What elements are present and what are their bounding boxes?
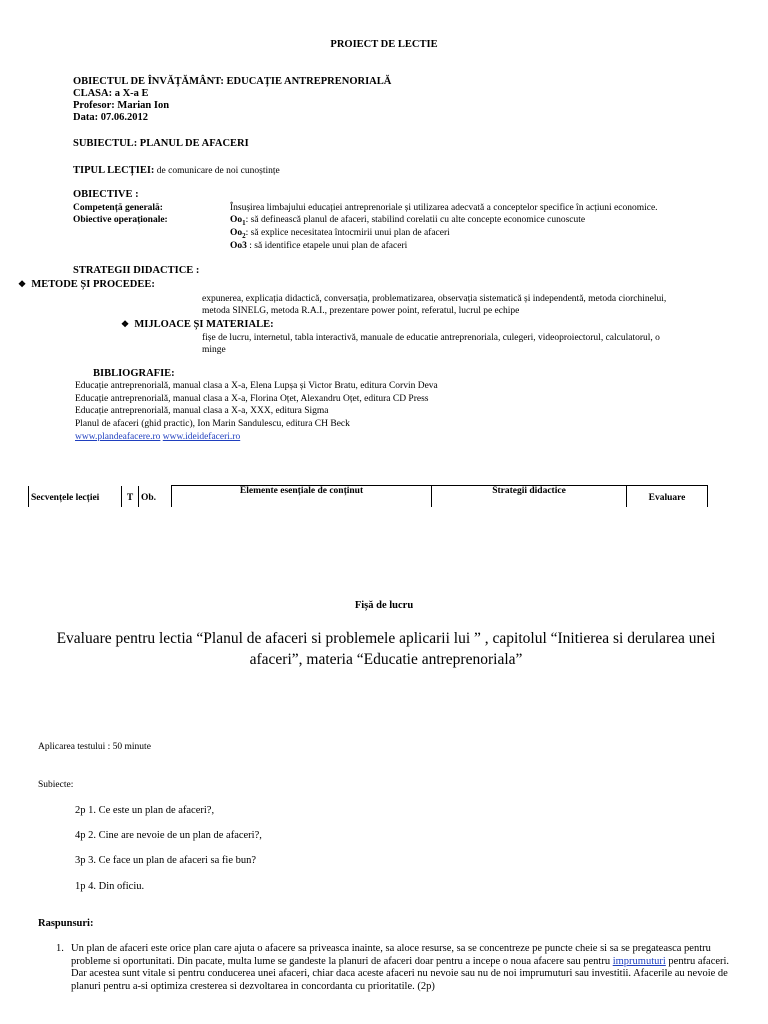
answer-1-text: [71, 943, 743, 993]
lesson-subject: SUBIECTUL: PLANUL DE AFACERI: [73, 138, 249, 149]
objective-2-code: Oo: [230, 228, 243, 238]
lesson-sequence-table: [28, 485, 708, 507]
bibliography-item: Planul de afaceri (ghid practic), Ion Marin Sandulescu, editura CH Beck: [75, 419, 350, 429]
objective-2-text: : să explice necesitatea întocmirii unui plan de afaceri: [245, 228, 450, 238]
lesson-type-label: TIPUL LECȚIEI:: [73, 165, 155, 176]
link-ideidefaceri[interactable]: www.ideidefaceri.ro: [162, 432, 241, 442]
link-imprumuturi[interactable]: imprumuturi: [612, 955, 666, 967]
bibliography-item: Educație antreprenorială, manual clasa a X-a, Florina Oțet, Alexandru Oțet, editura CD Press: [75, 394, 429, 404]
objective-1-sub: 1: [242, 218, 246, 227]
date-line: Data: 07.06.2012: [73, 112, 148, 123]
general-competence-value: Însușirea limbajului educației antreprenoriale și utilizarea adecvată a conceptelor specifice în acțiuni economice.: [230, 203, 658, 213]
subject-line: OBIECTUL DE ÎNVĂȚĂMÂNT: EDUCAȚIE ANTREPRENORIALĂ: [73, 76, 392, 87]
link-plandeafacere[interactable]: www.plandeafacere.ro: [75, 432, 161, 442]
page-title: PROIECT DE LECTIE: [330, 39, 438, 50]
question-1: 2p 1. Ce este un plan de afaceri?,: [75, 805, 215, 816]
materials-line-2: minge: [202, 345, 226, 355]
question-4: 1p 4. Din oficiu.: [75, 881, 145, 892]
diamond-bullet-icon: ❖: [121, 319, 130, 329]
objective-3: [230, 240, 407, 252]
methods-line-2: metoda SINELG, metoda R.A.I., prezentare power point, referatul, lucrul pe echipe: [202, 306, 520, 316]
strategies-heading: STRATEGII DIDACTICE :: [73, 265, 200, 276]
answer-1-part-1: Un plan de afaceri este orice plan care ajuta o afacere sa priveasca inainte, sa aloce resurse, sa se concentreze pe puncte cheie si sa se pregateasca pentru probleme si oportunitati. Din pacate, multa lume se gandeste la planuri de afaceri doar pentru a incepe o noua afacere sau pentru: [71, 943, 711, 967]
lesson-type: [73, 165, 280, 177]
column-header-secvente: Secvențele lecției: [29, 486, 122, 508]
answer-number: 1.: [56, 943, 64, 954]
worksheet-title: Fișă de lucru: [354, 600, 414, 611]
diamond-bullet-icon: ❖: [18, 279, 27, 289]
bibliography-heading: BIBLIOGRAFIE:: [93, 368, 175, 379]
question-2: 4p 2. Cine are nevoie de un plan de afaceri?,: [75, 830, 262, 841]
question-3: 3p 3. Ce face un plan de afaceri sa fie bun?: [75, 855, 257, 866]
subjects-heading: Subiecte:: [38, 780, 74, 790]
lesson-type-value: de comunicare de noi cunoștințe: [154, 166, 280, 176]
table-header-row: [29, 486, 708, 508]
materials-row: [121, 318, 274, 331]
bibliography-item: Educație antreprenorială, manual clasa a X-a, Elena Lupșa și Victor Bratu, editura Corvin Deva: [75, 381, 438, 391]
objective-1-text: : să definească planul de afaceri, stabilind corelatii cu alte concepte economice cunoscute: [245, 215, 586, 225]
objectives-heading: OBIECTIVE :: [73, 189, 139, 200]
bibliography-links: [75, 431, 240, 443]
column-header-t: T: [122, 486, 139, 508]
objective-3-text: : să identifice etapele unui plan de afaceri: [246, 241, 408, 251]
column-header-evaluare: Evaluare: [627, 486, 708, 508]
methods-label: METODE ȘI PROCEDEE:: [31, 279, 155, 290]
operational-objectives-label: Obiective operaționale:: [73, 215, 168, 225]
materials-line-1: fișe de lucru, internetul, tabla interactivă, manuale de educatie antreprenoriala, culegeri, videoproiectorul, calculatorul, o: [202, 333, 660, 343]
answers-heading: Raspunsuri:: [38, 918, 94, 929]
class-line: CLASA: a X-a E: [73, 88, 149, 99]
column-header-strategii: Strategii didactice: [432, 486, 627, 508]
objective-3-code: Oo3: [230, 241, 247, 251]
column-header-elemente: Elemente esențiale de conținut: [172, 486, 432, 508]
worksheet-evaluation-heading: Evaluare pentru lectia “Planul de afaceri si problemele aplicarii lui ” , capitolul “Initierea si derularea unei afaceri”, materia “Educatie antreprenoriala”: [56, 630, 716, 668]
materials-label: MIJLOACE ȘI MATERIALE:: [134, 319, 274, 330]
methods-row: [18, 278, 155, 291]
answer-1-part-2: pentru afaceri. Dar acestea sunt vitale si pentru conducerea unei afaceri, chiar daca aceste afaceri nu nevoie sau nu de noi imprumuturi sau investitii. Afacerile au nevoie de planuri pentru a-si optimiza cresterea si dezvoltarea in concordanta cu prioritatile. (2p): [71, 955, 730, 992]
teacher-line: Profesor: Marian Ion: [73, 100, 170, 111]
column-header-ob: Ob.: [139, 486, 172, 508]
bibliography-item: Educație antreprenorială, manual clasa a X-a, XXX, editura Sigma: [75, 406, 329, 416]
methods-line-1: expunerea, explicația didactică, conversația, problematizarea, observația sistematică și independentă, metoda ciorchinelui,: [202, 294, 667, 304]
test-duration: Aplicarea testului : 50 minute: [38, 742, 151, 752]
objective-2-sub: 2: [242, 231, 246, 240]
general-competence-label: Competență generală:: [73, 203, 163, 213]
objective-1-code: Oo: [230, 215, 243, 225]
